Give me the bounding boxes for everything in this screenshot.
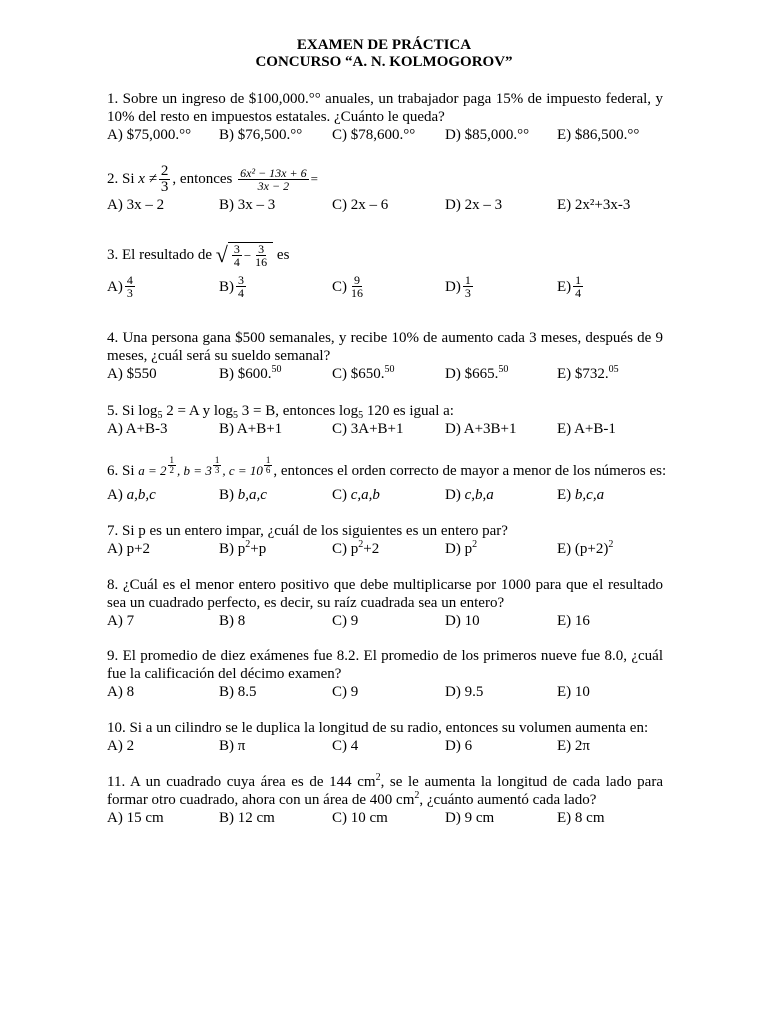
option-fraction [349, 274, 365, 299]
option-a: A) 3x – 2 [107, 197, 165, 213]
option-label: B) [219, 278, 234, 295]
question-7-stem: 7. Si p es un entero impar, ¿cuál de los siguientes es un entero par? [107, 523, 508, 539]
stem-part: 11. A un cuadrado cuya área es de 144 cm [107, 774, 376, 790]
option-e: E) $86,500.°° [557, 127, 640, 143]
log-base: 5 [358, 410, 364, 421]
option-c: C) 2x – 6 [332, 197, 389, 213]
question-6 [107, 455, 667, 504]
option-superscript: 2 [608, 539, 614, 550]
question-1-stem: 1. Sobre un ingreso de $100,000.°° anuales, un trabajador paga 15% de impuesto federal, y 10% del resto en impuestos estatales. ¿Cuánto le queda? [107, 91, 663, 125]
question-2-mid: , entonces [172, 171, 233, 187]
option-fraction [236, 274, 246, 299]
option-d [445, 486, 494, 504]
fraction-numerator: 1 [265, 455, 271, 465]
option-a [107, 274, 137, 299]
option-b [219, 365, 282, 383]
option-rest: +p [250, 541, 267, 557]
exam-title: EXAMEN DE PRÁCTICA [296, 37, 472, 53]
option-d: D) 2x – 3 [445, 197, 503, 213]
radicand-fraction-1 [232, 243, 242, 268]
fraction-denominator: 3 [464, 286, 471, 300]
minus-sign: − [243, 247, 252, 263]
question-8 [107, 576, 663, 630]
option-e [557, 540, 613, 558]
option-e: E) 8 cm [557, 810, 605, 826]
log-base: 5 [233, 410, 238, 421]
option-superscript: 2 [245, 539, 251, 550]
option-superscript: 2 [358, 539, 364, 550]
question-11 [107, 773, 663, 827]
option-label: C) [332, 487, 347, 503]
option-a: A) 7 [107, 613, 135, 629]
stem-part: 2 = A y log [162, 403, 233, 419]
option-d [445, 540, 477, 558]
fraction-denominator: 4 [238, 286, 244, 300]
stem-part: 3 = B, entonces log [238, 403, 359, 419]
option-value: b,a,c [237, 487, 267, 503]
option-c: C) 9 [332, 684, 359, 700]
fraction-denominator: 4 [575, 286, 582, 300]
question-10-stem: 10. Si a un cilindro se le duplica la longitud de su radio, entonces su volumen aumenta en: [107, 720, 649, 736]
question-6-lead: 6. Si [107, 463, 135, 479]
stem-part: 120 es igual a: [363, 403, 454, 419]
fraction-numerator: 1 [169, 455, 175, 465]
option-fraction [125, 274, 135, 299]
option-fraction [463, 274, 473, 299]
question-11-options [107, 809, 663, 827]
question-6-options [107, 486, 663, 504]
question-7-options [107, 540, 663, 558]
equals-sign: = [310, 171, 318, 186]
option-e [557, 486, 604, 504]
fraction-denominator: 3x − 2 [257, 178, 290, 193]
radical-sign: √ [215, 242, 228, 267]
question-9-options [107, 683, 663, 701]
option-e [557, 274, 585, 299]
fraction-denominator: 4 [233, 255, 240, 269]
option-b: B) 8.5 [219, 684, 257, 700]
option-label: A) [107, 487, 123, 503]
fraction-numerator: 6x² − 13x + 6 [240, 165, 307, 180]
var-b: , b = 3 [177, 463, 212, 478]
question-1-options [107, 126, 663, 144]
question-9 [107, 647, 663, 701]
option-d: D) 10 [445, 613, 480, 629]
option-d [445, 365, 508, 383]
exponent-c [264, 456, 273, 475]
option-a [107, 540, 150, 558]
question-3 [107, 238, 663, 308]
question-8-options [107, 612, 663, 630]
radicand-fraction-2 [253, 243, 269, 268]
option-a [107, 365, 157, 383]
option-c: C) $78,600.°° [332, 127, 416, 143]
question-2-condition-fraction [159, 164, 171, 195]
option-text: E) $732. [557, 366, 609, 382]
option-label: B) [219, 487, 234, 503]
option-fraction [573, 274, 583, 299]
option-a: A) 2 [107, 738, 135, 754]
question-6-stem [107, 455, 667, 486]
option-superscript: 05 [608, 364, 619, 375]
option-a: A) 15 cm [107, 810, 164, 826]
option-b: B) 3x – 3 [219, 197, 276, 213]
option-e [557, 365, 619, 383]
option-label: E) [557, 278, 572, 295]
option-d [445, 274, 475, 299]
fraction-denominator: 16 [351, 286, 363, 300]
question-10 [107, 719, 663, 755]
option-label: D) [445, 278, 461, 295]
option-c [332, 274, 367, 299]
question-4 [107, 329, 663, 383]
fraction-denominator: 3 [126, 286, 133, 300]
option-superscript: 50 [271, 364, 282, 375]
option-label: A) [107, 278, 123, 295]
option-value: b,c,a [574, 487, 605, 503]
fraction-numerator: 3 [238, 273, 244, 287]
square-root [216, 242, 273, 268]
exam-subtitle: CONCURSO “A. N. KOLMOGOROV” [255, 54, 513, 70]
question-1 [107, 90, 663, 144]
option-b: B) $76,500.°° [219, 127, 303, 143]
question-2-expression-fraction [238, 167, 308, 192]
option-label: E) [557, 487, 572, 503]
option-d: D) 6 [445, 738, 473, 754]
question-2-options [107, 196, 663, 214]
question-10-options [107, 737, 663, 755]
question-11-stem [107, 773, 663, 809]
option-text: A) p+2 [107, 541, 151, 557]
question-3-stem [107, 238, 663, 272]
option-d: D) A+3B+1 [445, 421, 517, 437]
option-b [219, 540, 266, 558]
option-text: E) (p+2) [557, 541, 609, 557]
option-c: C) 10 cm [332, 810, 388, 826]
fraction-denominator: 3 [160, 178, 169, 195]
option-value: a,b,c [126, 487, 156, 503]
question-2-lead: 2. Si [107, 171, 135, 187]
question-5-stem [107, 402, 663, 420]
fraction-denominator: 2 [169, 465, 175, 475]
superscript: 2 [375, 772, 381, 783]
option-b [219, 486, 267, 504]
var-c: , c = 10 [222, 463, 263, 478]
option-d: D) $85,000.°° [445, 127, 530, 143]
fraction-numerator: 1 [214, 455, 220, 465]
option-superscript: 50 [498, 364, 509, 375]
option-text: C) p [332, 541, 359, 557]
option-text: D) p [445, 541, 473, 557]
option-a: A) 8 [107, 684, 135, 700]
stem-part: 5. Si log [107, 403, 158, 419]
fraction-numerator: 1 [464, 273, 471, 287]
question-5 [107, 402, 663, 438]
option-text: D) $665. [445, 366, 499, 382]
option-e: E) 2π [557, 738, 590, 754]
option-c: C) 4 [332, 738, 359, 754]
question-4-stem: 4. Una persona gana $500 semanales, y recibe 10% de aumento cada 3 meses, después de 9 meses, ¿cuál será su sueldo semanal? [107, 330, 663, 364]
option-rest: +2 [363, 541, 380, 557]
fraction-numerator: 4 [126, 273, 133, 287]
option-label: D) [445, 487, 461, 503]
var-a: a = 2 [138, 463, 167, 478]
fraction-denominator: 3 [214, 465, 220, 475]
option-text: B) p [219, 541, 246, 557]
fraction-numerator: 1 [575, 273, 582, 287]
stem-part: , ¿cuánto aumentó cada lado? [419, 792, 597, 808]
fraction-numerator: 9 [354, 273, 360, 287]
option-b [219, 274, 248, 299]
option-text: B) $600. [219, 366, 272, 382]
question-2 [107, 162, 663, 214]
stem-part: , se le aumenta la longitud de cada lado para formar otro cuadrado, ahora con un área de 400 cm [107, 774, 663, 808]
option-c: C) 9 [332, 613, 359, 629]
option-e [557, 196, 630, 214]
question-8-stem: 8. ¿Cuál es el menor entero positivo que debe multiplicarse por 1000 para que el resultado sea un cuadrado perfecto, es decir, su raíz cuadrada sea un entero? [107, 577, 663, 611]
exponent-a [168, 456, 177, 475]
option-c [332, 486, 380, 504]
fraction-denominator: 6 [265, 465, 271, 475]
question-3-tail: es [276, 247, 290, 263]
option-e: E) 10 [557, 684, 590, 700]
question-6-tail: , entonces el orden correcto de mayor a menor de los números es: [273, 463, 667, 479]
question-2-stem [107, 162, 663, 196]
option-c: C) 3A+B+1 [332, 421, 404, 437]
log-base: 5 [157, 410, 163, 421]
option-text: A) $550 [107, 366, 157, 382]
superscript: 2 [414, 790, 420, 801]
option-e: E) 16 [557, 613, 590, 629]
option-b: B) A+B+1 [219, 421, 283, 437]
option-superscript: 50 [384, 364, 395, 375]
option-d: D) 9.5 [445, 684, 484, 700]
exponent-b [213, 456, 222, 475]
option-value: c,b,a [464, 487, 494, 503]
fraction-numerator: 3 [233, 242, 240, 256]
question-7 [107, 522, 663, 558]
option-d: D) 9 cm [445, 810, 495, 826]
question-5-options [107, 420, 663, 438]
option-value: c,a,b [350, 487, 380, 503]
option-label: C) [332, 278, 347, 295]
question-4-options [107, 365, 663, 383]
option-a: A) A+B-3 [107, 421, 168, 437]
option-b: B) 12 cm [219, 810, 275, 826]
question-2-condition-var: x ≠ [138, 171, 157, 187]
option-e: E) A+B-1 [557, 421, 616, 437]
question-3-options [107, 272, 663, 308]
option-b: B) π [219, 738, 246, 754]
option-b: B) 8 [219, 613, 246, 629]
option-c [332, 365, 395, 383]
option-superscript: 2 [472, 539, 478, 550]
fraction-numerator: 3 [258, 242, 265, 256]
question-3-lead: 3. El resultado de [107, 247, 212, 263]
question-9-stem: 9. El promedio de diez exámenes fue 8.2. El promedio de los primeros nueve fue 8.0, ¿cuál fue la calificación del décimo examen? [107, 648, 663, 682]
fraction-denominator: 16 [255, 255, 268, 269]
option-text: C) $650. [332, 366, 385, 382]
option-e-text: E) 2x²+3x-3 [557, 197, 631, 213]
radicand [228, 242, 273, 268]
option-c [332, 540, 379, 558]
option-a [107, 486, 156, 504]
option-a: A) $75,000.°° [107, 127, 192, 143]
fraction-numerator: 2 [160, 162, 169, 179]
